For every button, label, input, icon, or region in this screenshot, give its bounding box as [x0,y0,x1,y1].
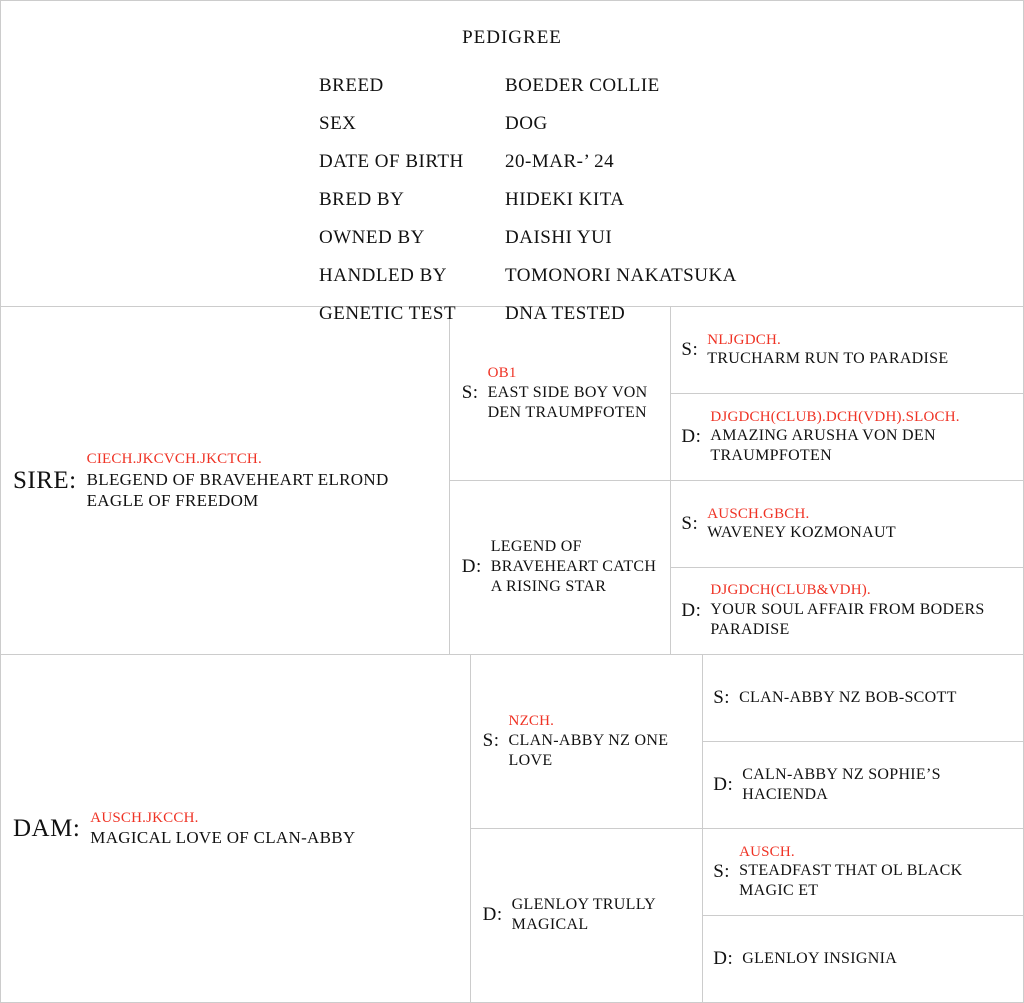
dam-sire-dam-marker: D: [713,774,734,796]
sire-sire-dam-cell [671,394,1023,480]
dam-dam-name: GLENLOY TRULLY MAGICAL [511,896,656,934]
info-value-handled-by: TOMONORI NAKATSUKA [505,265,737,286]
sire-dam-dam-name: YOUR SOUL AFFAIR FROM BODERS PARADISE [710,601,985,639]
sire-dam-sire-name-wrap [707,505,1015,544]
dam-dam-dam-name-wrap [742,949,1015,969]
sire-sire-dam-marker: D: [681,426,702,448]
dam-sire-cell [471,655,703,829]
dam-dam-cell [471,829,703,1003]
info-row-handled-by [319,265,737,303]
dam-gen2-column [471,655,704,1002]
pedigree-sire-block [1,307,1023,655]
info-row-genetic-test [319,303,737,341]
page-title: PEDIGREE [462,27,562,48]
sire-dam-name-wrap [491,537,663,597]
info-row-date-of-birth [319,151,737,189]
dam-dam-sire-cell [703,828,1023,915]
dam-sire-sire-name-wrap [739,688,1015,708]
sire-sire-dam-titles: DJGDCH(CLUB).DCH(VDH).SLOCH. [710,408,960,425]
info-row-owned-by [319,227,737,265]
info-label-genetic-test: GENETIC TEST [319,303,457,324]
dam-marker: DAM: [13,814,81,842]
dam-name: MAGICAL LOVE OF CLAN-ABBY [90,828,356,848]
dam-dam-sire-name-wrap [739,843,1015,902]
sire-dam-dam-titles: DJGDCH(CLUB&VDH). [710,582,871,599]
info-label-handled-by: HANDLED BY [319,265,447,286]
dam-dam-dam-cell [703,916,1023,1002]
dam-dam-marker: D: [482,904,503,926]
sire-sire-sire-marker: S: [681,338,699,360]
dam-sire-dam-cell [703,742,1023,828]
sire-dam-sire-cell [671,480,1023,567]
dam-sire-sire-marker: S: [713,686,731,708]
sire-sire-marker: S: [461,382,479,404]
dam-titles: AUSCH.JKCCH. [90,809,199,826]
dam-dam-sire-name: STEADFAST THAT OL BLACK MAGIC ET [739,862,963,900]
sire-sire-sire-titles: NLJGDCH. [707,331,781,348]
info-value-bred-by: HIDEKI KITA [505,189,625,210]
info-row-sex [319,113,737,151]
dam-dam-dam-name: GLENLOY INSIGNIA [742,949,898,967]
dam-name-wrap [90,809,459,849]
sire-dam-dam-name-wrap [710,581,1015,640]
sire-dam-sire-name: WAVENEY KOZMONAUT [707,524,896,542]
dam-cell [1,655,471,1002]
dam-dam-dam-marker: D: [713,947,734,969]
dam-sire-name: CLAN-ABBY NZ ONE LOVE [508,731,669,769]
dam-sire-titles: NZCH. [508,712,555,729]
info-label-date-of-birth: DATE OF BIRTH [319,151,464,172]
sire-sire-name-wrap [488,364,663,423]
pedigree-dam-block [1,655,1023,1002]
dam-dam-name-wrap [512,895,695,935]
info-value-genetic-test: DNA TESTED [505,303,626,324]
sire-gen2-column [450,307,672,654]
sire-cell [1,307,450,654]
sire-sire-name: EAST SIDE BOY VON DEN TRAUMPFOTEN [487,383,648,421]
sire-dam-sire-marker: S: [681,512,699,534]
info-label-breed: BREED [319,75,384,96]
info-value-date-of-birth: 20-MAR-’ 24 [505,151,615,172]
dam-sire-dam-name-wrap [742,765,1015,805]
sire-sire-dam-name-wrap [710,408,1015,467]
info-label-sex: SEX [319,113,357,134]
info-label-owned-by: OWNED BY [319,227,425,248]
sire-dam-name: LEGEND OF BRAVEHEART CATCH A RISING STAR [490,538,657,596]
sire-dam-dam-marker: D: [681,599,702,621]
dam-dam-sire-titles: AUSCH. [739,843,795,860]
sire-name: BLEGEND OF BRAVEHEART ELROND EAGLE OF FREEDOM [86,469,389,510]
sire-name-wrap [87,450,439,511]
info-row-breed [319,75,737,113]
dam-sire-marker: S: [482,730,500,752]
dam-gen3-column [703,655,1023,1002]
sire-gen3-column [671,307,1023,654]
sire-marker: SIRE: [13,466,77,494]
sire-sire-titles: OB1 [487,364,517,381]
dam-sire-sire-name: CLAN-ABBY NZ BOB-SCOTT [739,688,957,706]
info-row-bred-by [319,189,737,227]
dam-sire-dam-name: CALN-ABBY NZ SOPHIE’S HACIENDA [742,766,941,804]
info-table [319,75,737,341]
sire-titles: CIECH.JKCVCH.JKCTCH. [86,450,262,467]
sire-dam-dam-cell [671,568,1023,654]
pedigree-grid [1,307,1023,1002]
info-value-breed: BOEDER COLLIE [505,75,660,96]
sire-sire-dam-name: AMAZING ARUSHA VON DEN TRAUMPFOTEN [710,427,936,465]
sire-dam-marker: D: [461,556,482,578]
info-label-bred-by: BRED BY [319,189,405,210]
dam-dam-sire-marker: S: [713,860,731,882]
sire-dam-sire-titles: AUSCH.GBCH. [707,505,810,522]
sire-sire-sire-name: TRUCHARM RUN TO PARADISE [707,350,949,368]
info-value-owned-by: DAISHI YUI [505,227,613,248]
sire-sire-sire-name-wrap [707,331,1015,370]
sire-dam-cell [450,481,671,655]
document-header [1,1,1023,324]
info-value-sex: DOG [505,113,548,134]
dam-sire-sire-cell [703,655,1023,742]
dam-sire-name-wrap [509,712,695,771]
